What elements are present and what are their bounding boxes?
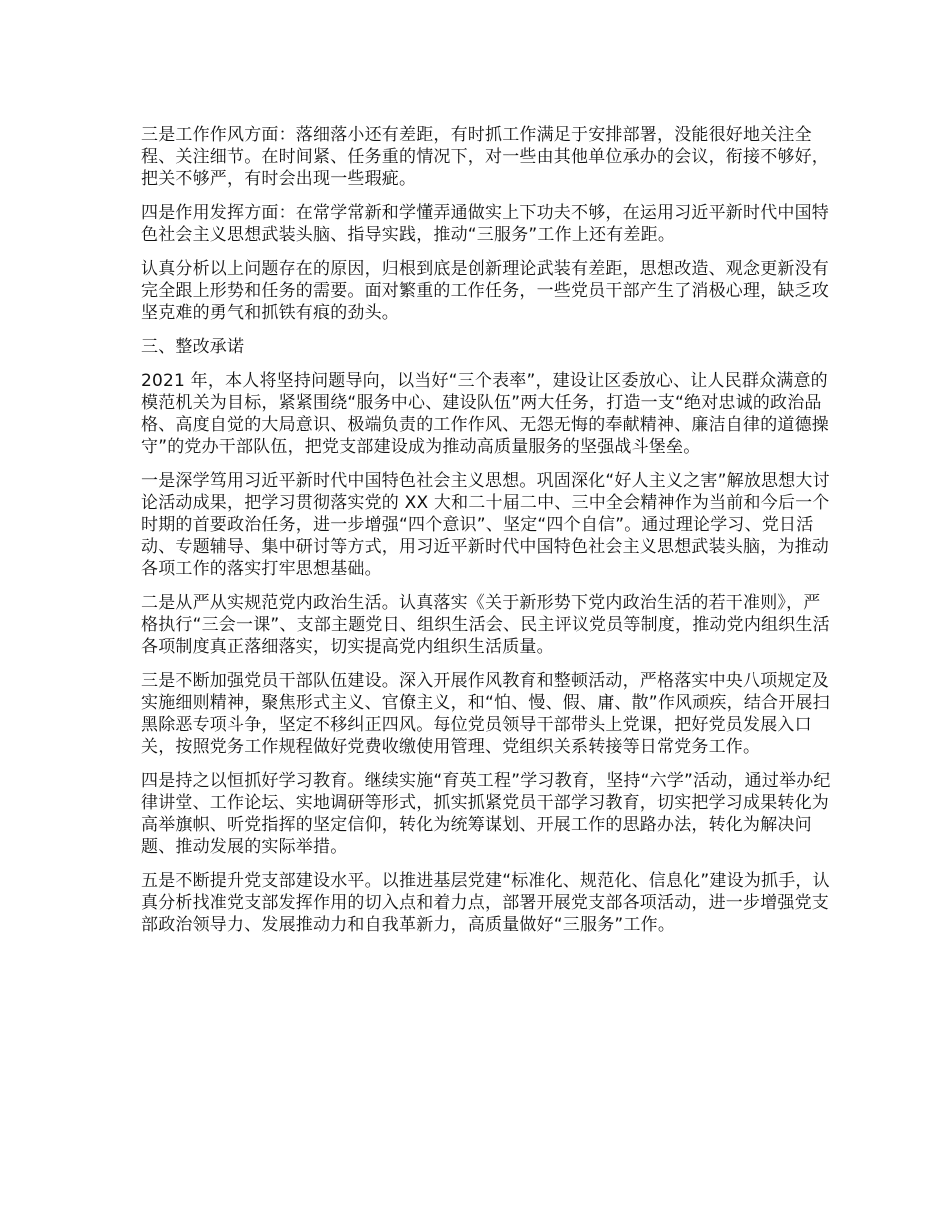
paragraph-commitment-1: 一是深学笃用习近平新时代中国特色社会主义思想。巩固深化“好人主义之害”解放思想大讨论活动成果，把学习贯彻落实党的 XX 大和二十届二中、三中全会精神作为当前和今后一个时期的首要政治任务，进一步增强“四个意识”、坚定“四个自信”。通过理论学习、党日活动、专题辅导、集中研讨等方式，用习近平新时代中国特色社会主义思想武装头脑，为推动各项工作的落实打牢思想基础。 xyxy=(141,471,830,579)
paragraph-role-play: 四是作用发挥方面：在常学常新和学懂弄通做实上下功夫不够，在运用习近平新时代中国特色社会主义思想武装头脑、指导实践，推动“三服务”工作上还有差距。 xyxy=(141,203,829,245)
paragraph-commitment-5: 五是不断提升党支部建设水平。以推进基层党建“标准化、规范化、信息化”建设为抓手，认真分析找准党支部发挥作用的切入点和着力点，部署开展党支部各项活动，进一步增强党支部政治领导力、发展推动力和自我革新力，高质量做好“三服务”工作。 xyxy=(141,871,830,935)
document-body xyxy=(141,124,831,948)
section-heading: 三、整改承诺 xyxy=(141,337,245,357)
paragraph-commitment-intro: 2021 年，本人将坚持问题导向，以当好“三个表率”，建设让区委放心、让人民群众满意的模范机关为目标，紧紧围绕“服务中心、建设队伍”两大任务，打造一支“绝对忠诚的政治品格、高度自觉的大局意识、极端负责的工作作风、无怨无悔的奉献精神、廉洁自律的道德操守”的党办干部队伍，把党支部建设成为推动高质量服务的坚强战斗堡垒。 xyxy=(141,371,829,457)
paragraph-commitment-3: 三是不断加强党员干部队伍建设。深入开展作风教育和整顿活动，严格落实中央八项规定及实施细则精神，聚焦形式主义、官僚主义，和“怕、慢、假、庸、散”作风顽疾，结合开展扫黑除恶专项斗争，坚定不移纠正四风。每位党员领导干部带头上党课，把好党员发展入口关，按照党务工作规程做好党费收缴使用管理、党组织关系转接等日常党务工作。 xyxy=(141,671,830,757)
paragraph-commitment-4: 四是持之以恒抓好学习教育。继续实施“育英工程”学习教育，坚持“六学”活动，通过举办纪律讲堂、工作论坛、实地调研等形式，抓实抓紧党员干部学习教育，切实把学习成果转化为高举旗帜、听党指挥的坚定信仰，转化为统筹谋划、开展工作的思路办法，转化为解决问题、推动发展的实际举措。 xyxy=(141,771,831,857)
paragraph-work-style: 三是工作作风方面：落细落小还有差距，有时抓工作满足于安排部署，没能很好地关注全程、关注细节。在时间紧、任务重的情况下，对一些由其他单位承办的会议，衔接不够好，把关不够严，有时会出现一些瑕疵。 xyxy=(141,125,829,189)
paragraph-commitment-2: 二是从严从实规范党内政治生活。认真落实《关于新形势下党内政治生活的若干准则》，严格执行“三会一课”、支部主题党日、组织生活会、民主评议党员等制度，推动党内组织生活各项制度真正落细落实，切实提高党内组织生活质量。 xyxy=(141,593,830,657)
paragraph-cause-analysis: 认真分析以上问题存在的原因，归根到底是创新理论武装有差距，思想改造、观念更新没有完全跟上形势和任务的需要。面对繁重的工作任务，一些党员干部产生了消极心理，缺乏攻坚克难的勇气和抓铁有痕的劲头。 xyxy=(141,259,829,323)
